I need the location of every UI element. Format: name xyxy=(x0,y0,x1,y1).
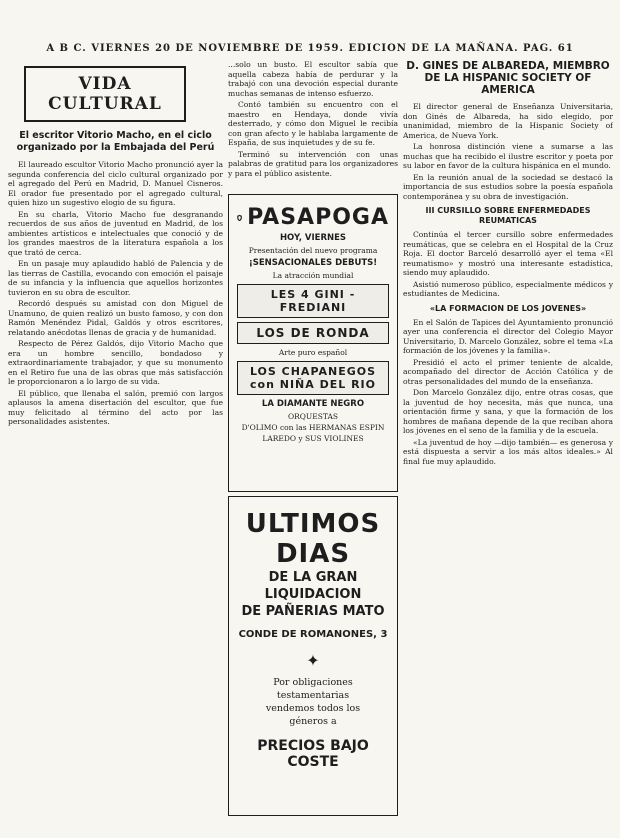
article-paragraph: En la reunión anual de la sociedad se destacó la importancia de sus estudios sobre la poesía española contemporánea y su obra de investigación. xyxy=(403,172,613,201)
article-paragraph: Presidió el acto el primer teniente de alcalde, acompañado del director de Acción Católica y de otras personalidades del mundo de la enseñanza. xyxy=(403,357,613,386)
ad-address: CONDE DE ROMANONES, 3 xyxy=(238,629,388,640)
ad-line: LA DIAMANTE NEGRO xyxy=(261,399,365,409)
act-band: LES 4 GINI - FREDIANI xyxy=(237,284,389,318)
article-paragraph: En un pasaje muy aplaudido habló de Palencia y de las tierras de Castilla, evocando con emoción el paisaje de su infancia y la influencia que aquellos horizontes tuvieron en su obra de escultor. xyxy=(8,259,223,297)
article-paragraph: Continúa el tercer cursillo sobre enfermedades reumáticas, que se celebra en el Hospital de la Cruz Roja. El doctor Barceló desarrolló ayer el tema «El reumatismo» y mostró una interesante estadística, siendo muy aplaudido. xyxy=(403,230,613,277)
article-paragraph: El director general de Enseñanza Universitaria, don Ginés de Albareda, ha sido elegido, por unanimidad, miembro de la Hispanic Society of America, de Nueva York. xyxy=(403,102,613,140)
ad-subtitle: DE PAÑERIAS MATO xyxy=(241,604,385,619)
shield-icon xyxy=(237,206,242,230)
page-header: A B C. VIERNES 20 DE NOVIEMBRE DE 1959. EDICION DE LA MAÑANA. PAG. 61 xyxy=(46,43,574,54)
article-paragraph: «La juventud de hoy —dijo también— es generosa y está dispuesta a servir a los más altos ideales.» Al final fue muy aplaudido. xyxy=(403,437,613,466)
article-paragraph: Don Marcelo González dijo, entre otras cosas, que la juventud de hoy necesita, más que nunca, una orientación firme y sana, y que la formación de los hombres de mañana depende de la que reciban ahora los jóvenes en el seno de la familia y de la escuela. xyxy=(403,388,613,435)
article-paragraph: El laureado escultor Vitorio Macho pronunció ayer la segunda conferencia del ciclo cultural organizado por el agregado del Perú en Madrid, D. Manuel Cisneros. El orador fue presentado por el agregado cultural, quien hizo un sugestivo elogio de su figura. xyxy=(8,160,223,207)
article-paragraph: Asistió numeroso público, especialmente médicos y estudiantes de Medicina. xyxy=(403,279,613,298)
article-headline: El escritor Vitorio Macho, en el ciclo organizado por la Embajada del Perú xyxy=(16,130,215,153)
pasapoga-brand: PASAPOGA xyxy=(247,205,389,230)
act-band-sub: con NIÑA DEL RIO xyxy=(250,378,376,391)
article-paragraph: El público, que llenaba el salón, premió con largos aplausos la amena disertación del escultor, que fue muy felicitado al término del acto por las personalidades asistentes. xyxy=(8,388,223,426)
article-paragraph: La honrosa distinción viene a sumarse a las muchas que ha recibido el ilustre escritor y poeta por su labor en favor de la cultura hispánica en el mundo. xyxy=(403,142,613,170)
pasapoga-logo xyxy=(237,205,389,230)
star-icon: ✦ xyxy=(306,651,320,670)
ad-line: D'OLIMO con las HERMANAS ESPIN xyxy=(241,423,385,432)
section-title: VIDA CULTURAL xyxy=(48,74,162,114)
ad-title: ULTIMOS DIAS xyxy=(245,509,381,569)
ad-subtitle: DE LA GRAN LIQUIDACION xyxy=(264,570,362,602)
ultimos-dias-advertisement xyxy=(228,496,398,816)
article-headline: D. GINES DE ALBAREDA, MIEMBRO DE LA HISPANIC SOCIETY OF AMERICA xyxy=(406,60,610,96)
ad-line: testamentarias xyxy=(276,690,350,701)
article-paragraph: ...solo un busto. El escultor sabía que aquella cabeza había de perdurar y la trabajó con una devoción especial durante muchas semanas de intenso esfuerzo. xyxy=(228,60,398,98)
middle-column xyxy=(228,60,398,830)
section-title-box xyxy=(24,66,186,122)
left-column xyxy=(8,60,223,830)
ad-line: Arte puro español xyxy=(278,348,348,357)
ad-line: La atracción mundial xyxy=(272,271,354,280)
ad-tagline: PRECIOS BAJO COSTE xyxy=(257,738,369,770)
article-paragraph: Recordó después su amistad con don Miguel de Unamuno, de quien realizó un busto famoso, y con don Ramón Menéndez Pidal, Galdós y otros escritores, relatando anécdotas llenas de gracia y de humanidad. xyxy=(8,299,223,337)
article-paragraph: Contó también su encuentro con el maestro en Hendaya, donde vivía desterrado, y cómo don Miguel le recibía con gran afecto y le hablaba largamente de España, de sus inquietudes y de su fe. xyxy=(228,100,398,147)
ad-line: LAREDO y SUS VIOLINES xyxy=(262,434,364,443)
ad-line: Presentación del nuevo programa xyxy=(248,246,378,255)
pasapoga-advertisement xyxy=(228,194,398,492)
ad-line: géneros a xyxy=(289,716,337,727)
ad-line: HOY, VIERNES xyxy=(279,233,347,243)
article-paragraph: Respecto de Pérez Galdós, dijo Vitorio Macho que era un hombre sencillo, bondadoso y extraordinariamente trabajador, y que su monumento en el Retiro fue una de las obras que más satisfacción le proporcionaron a lo largo de su vida. xyxy=(8,339,223,386)
right-column xyxy=(403,60,613,830)
article-paragraph: En el Salón de Tapices del Ayuntamiento pronunció ayer una conferencia el director del Colegio Mayor Universitario, D. Marcelo González, sobre el tema «La formación de los jóvenes y la familia». xyxy=(403,317,613,355)
act-band xyxy=(237,361,389,395)
act-band: LOS DE RONDA xyxy=(237,322,389,344)
article-subhead: «LA FORMACION DE LOS JOVENES» xyxy=(429,303,587,313)
act-band-name: LOS CHAPANEGOS xyxy=(249,365,377,378)
ad-line: ¡SENSACIONALES DEBUTS! xyxy=(248,258,378,268)
article-paragraph: En su charla, Vitorio Macho fue desgranando recuerdos de sus años de juventud en Madrid, de los ambientes artísticos e intelectuales que conoció y de los grandes maestros de la literatura española a los que trató de cerca. xyxy=(8,209,223,257)
article-paragraph: Terminó su intervención con unas palabras de gratitud para los organizadores y para el público asistente. xyxy=(228,149,398,178)
article-subhead: III CURSILLO SOBRE ENFERMEDADES REUMATICAS xyxy=(425,206,591,225)
ad-line: ORQUESTAS xyxy=(287,412,339,421)
ad-line: Por obligaciones xyxy=(273,677,353,688)
ad-line: vendemos todos los xyxy=(265,703,361,714)
